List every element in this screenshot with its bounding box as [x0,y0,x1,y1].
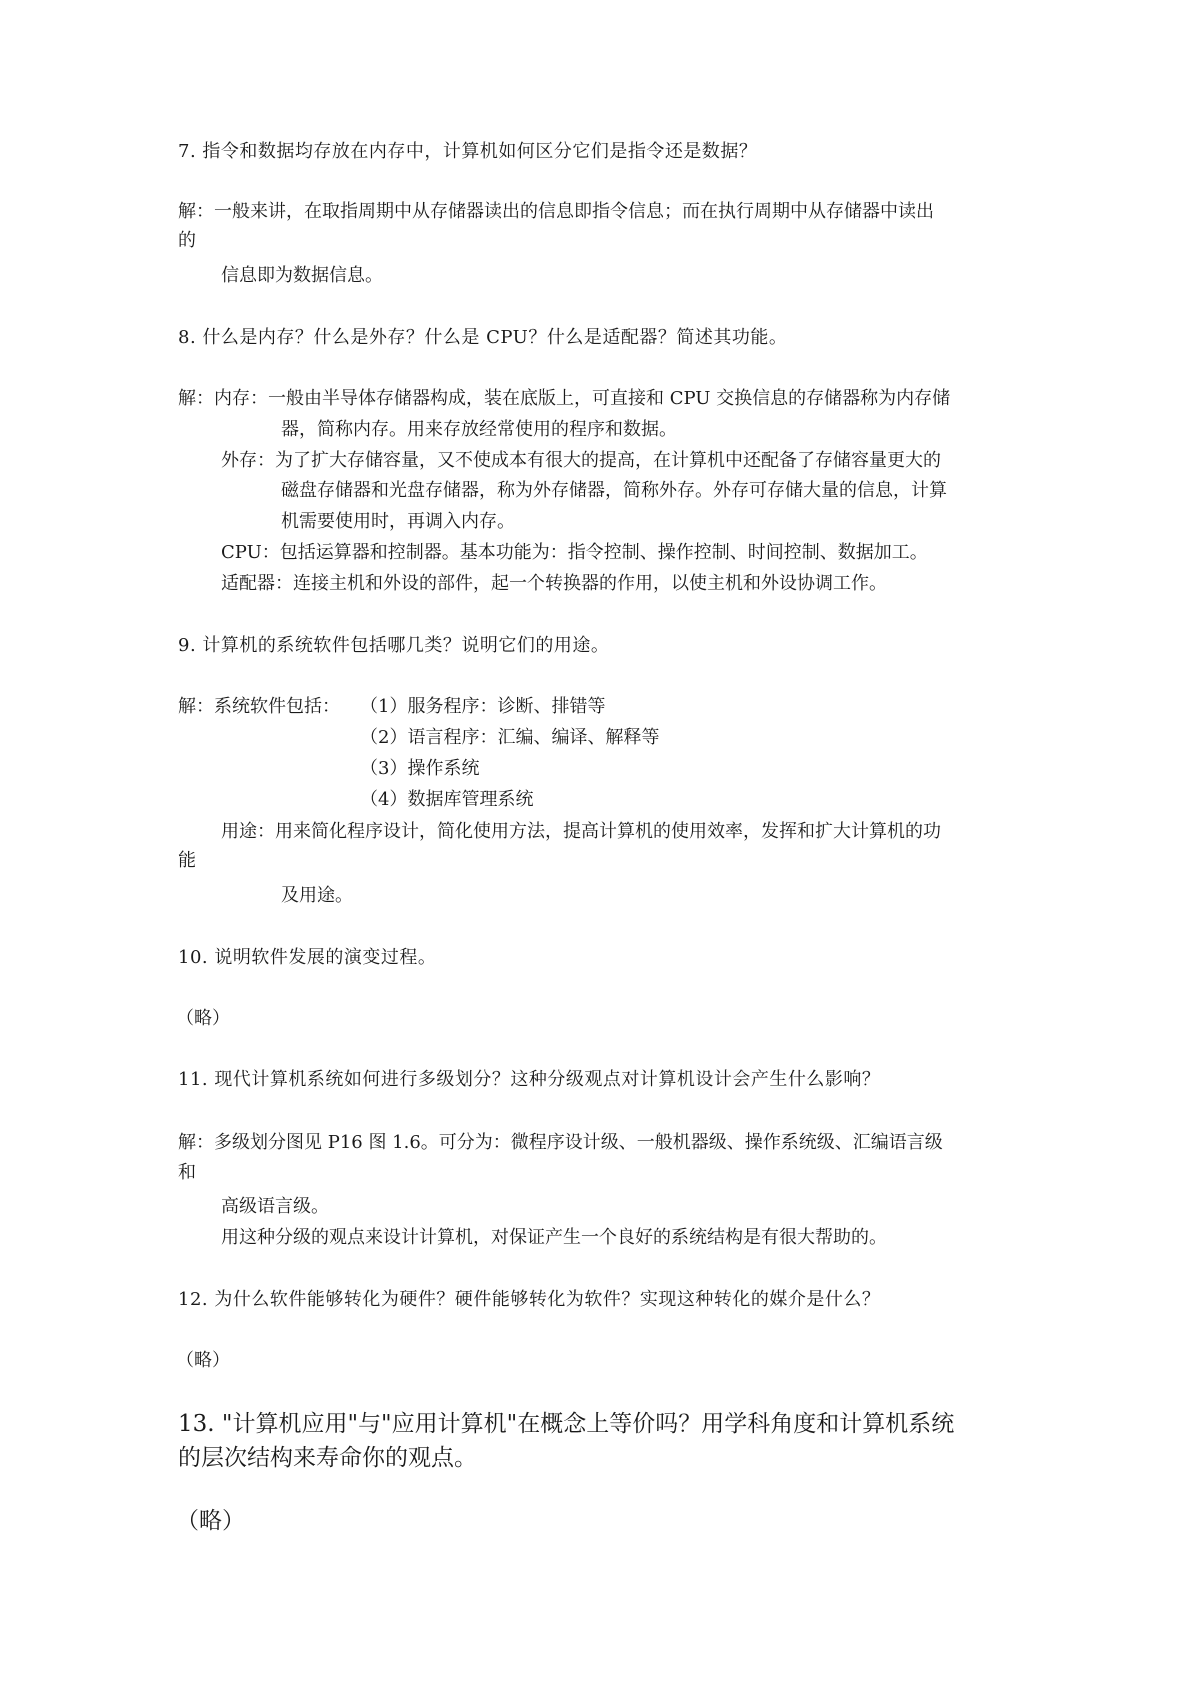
question-13-line-2: 的层次结构来寿命你的观点。 [178,1445,477,1471]
answer-8-line-1: 解：内存：一般由半导体存储器构成，装在底版上，可直接和 CPU 交换信息的存储器称为内存储 [178,388,951,409]
answer-7-line-1: 解：一般来讲，在取指周期中从存储器读出的信息即指令信息；而在执行周期中从存储器中读出 [178,201,934,222]
question-7: 7. 指令和数据均存放在内存中，计算机如何区分它们是指令还是数据？ [178,141,758,162]
answer-12: （略） [176,1350,230,1371]
answer-9-use-line-3: 及用途。 [281,885,353,906]
answer-8-line-5: 机需要使用时，再调入内存。 [281,511,515,532]
question-9: 9. 计算机的系统软件包括哪几类？说明它们的用途。 [178,635,610,656]
answer-13: （略） [176,1508,245,1534]
answer-11-line-2: 和 [178,1162,196,1183]
answer-11-line-1: 解：多级划分图见 P16 图 1.6。可分为：微程序设计级、一般机器级、操作系统级、汇编语言级 [178,1132,943,1153]
answer-8-line-2: 器，简称内存。用来存放经常使用的程序和数据。 [281,419,677,440]
answer-8-line-7: 适配器：连接主机和外设的部件，起一个转换器的作用，以使主机和外设协调工作。 [221,573,887,594]
answer-9-item-4: （4）数据库管理系统 [360,789,534,810]
answer-11-line-4: 用这种分级的观点来设计计算机，对保证产生一个良好的系统结构是有很大帮助的。 [221,1227,887,1248]
answer-7-line-3: 信息即为数据信息。 [221,265,383,286]
answer-7-line-2: 的 [178,230,196,251]
answer-8-line-3: 外存：为了扩大存储容量，又不使成本有很大的提高，在计算机中还配备了存储容量更大的 [221,450,941,471]
answer-8-line-4: 磁盘存储器和光盘存储器，称为外存储器，简称外存。外存可存储大量的信息，计算 [281,480,947,501]
question-12: 12. 为什么软件能够转化为硬件？硬件能够转化为软件？实现这种转化的媒介是什么？ [178,1289,881,1310]
question-11: 11. 现代计算机系统如何进行多级划分？这种分级观点对计算机设计会产生什么影响？ [178,1069,881,1090]
question-8: 8. 什么是内存？什么是外存？什么是 CPU？什么是适配器？简述其功能。 [178,327,788,348]
answer-8-line-6: CPU：包括运算器和控制器。基本功能为：指令控制、操作控制、时间控制、数据加工。 [221,542,928,563]
answer-11-line-3: 高级语言级。 [221,1196,329,1217]
question-13-line-1: 13. "计算机应用"与"应用计算机"在概念上等价吗？用学科角度和计算机系统 [178,1411,955,1437]
answer-10: （略） [176,1008,230,1029]
answer-9-item-1: （1）服务程序：诊断、排错等 [360,696,606,717]
answer-9-item-2: （2）语言程序：汇编、编译、解释等 [360,727,660,748]
question-10: 10. 说明软件发展的演变过程。 [178,947,437,968]
answer-9-use-line-2: 能 [178,850,196,871]
answer-9-item-3: （3）操作系统 [360,758,480,779]
answer-9-use-line-1: 用途：用来简化程序设计，简化使用方法，提高计算机的使用效率，发挥和扩大计算机的功 [221,821,941,842]
answer-9-prefix: 解：系统软件包括： [178,696,340,717]
